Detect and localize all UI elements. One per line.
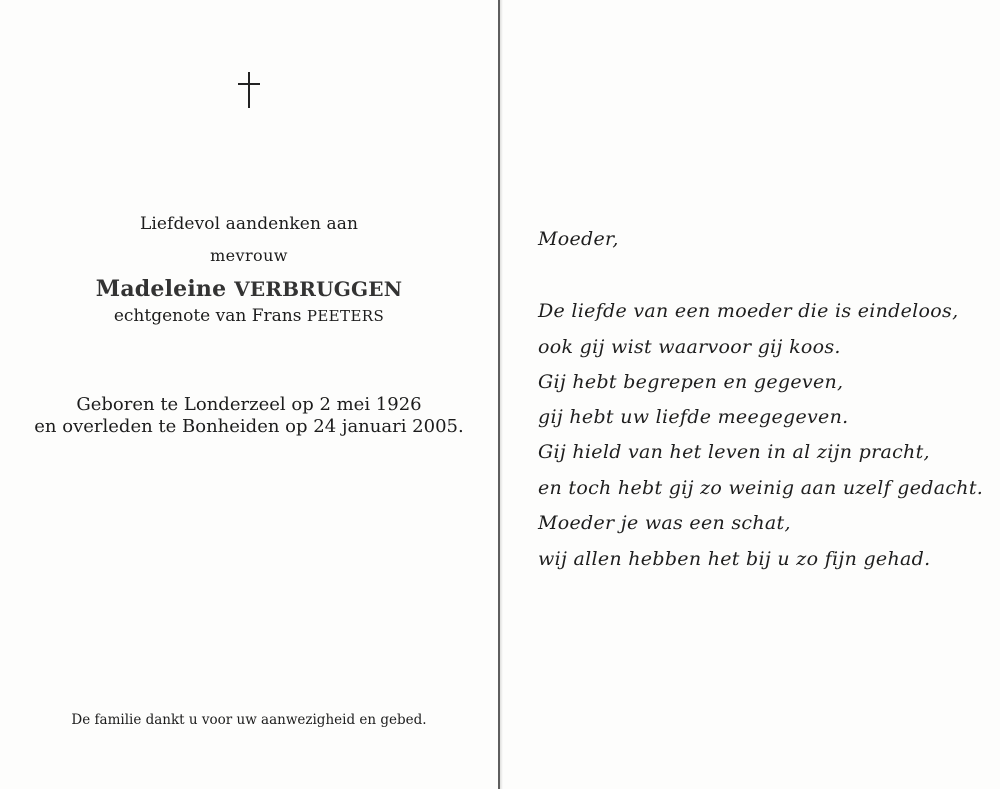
poem-line: wij allen hebben het bij u zo fijn gehad. xyxy=(538,548,931,570)
honorific: mevrouw xyxy=(210,246,288,265)
right-panel xyxy=(500,0,1000,789)
poem-line: gij hebt uw liefde meegegeven. xyxy=(538,406,849,428)
cross-vertical-stroke xyxy=(248,72,250,108)
poem-line: De liefde van een moeder die is eindeloos, xyxy=(538,300,959,322)
cross-icon xyxy=(236,72,262,108)
spouse-prefix: echtgenote van Frans xyxy=(113,306,302,326)
intro-text: Liefdevol aandenken aan xyxy=(139,214,359,234)
birth-line: Geboren te Londerzeel op 2 mei 1926 xyxy=(76,394,422,415)
spouse-line xyxy=(0,306,498,326)
cross-horizontal-stroke xyxy=(238,83,260,85)
spouse-family-name: PEETERS xyxy=(306,307,385,325)
poem-line: ook gij wist waarvoor gij koos. xyxy=(538,336,841,358)
poem-heading: Moeder, xyxy=(538,228,619,250)
deceased-name xyxy=(0,276,498,302)
left-panel xyxy=(0,0,498,789)
poem-line: en toch hebt gij zo weinig aan uzelf gedacht. xyxy=(538,477,984,499)
poem-line: Moeder je was een schat, xyxy=(538,512,791,534)
poem-line: Gij hebt begrepen en gegeven, xyxy=(538,371,844,393)
family-thanks: De familie dankt u voor uw aanwezigheid en gebed. xyxy=(71,712,427,728)
family-name: VERBRUGGEN xyxy=(234,277,403,301)
death-line: en overleden te Bonheiden op 24 januari 2005. xyxy=(34,416,464,437)
poem-line: Gij hield van het leven in al zijn pracht, xyxy=(538,441,930,463)
given-name: Madeleine xyxy=(95,276,227,302)
